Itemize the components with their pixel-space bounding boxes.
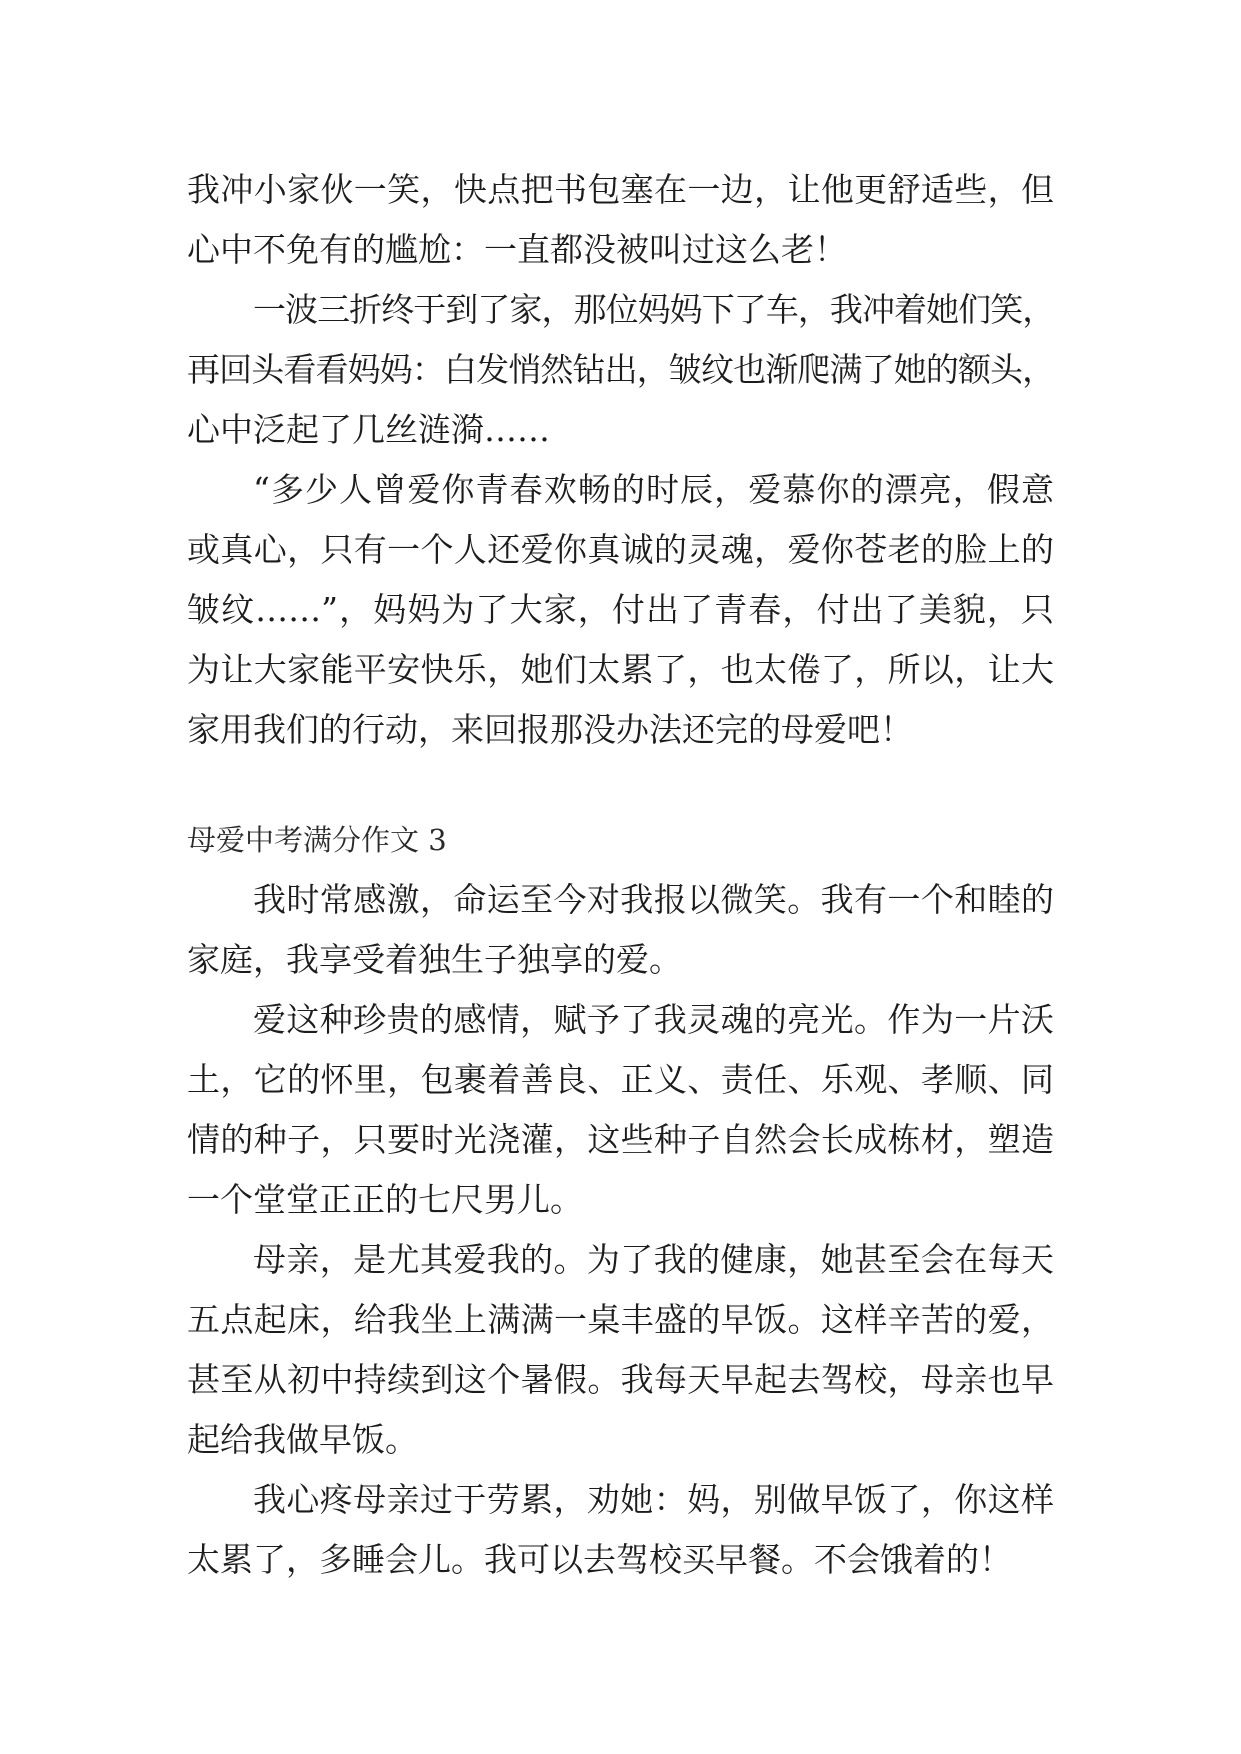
paragraph: [187, 460, 1054, 760]
paragraph: [187, 160, 1054, 280]
text-line: 或真心，只有一个人还爱你真诚的灵魂，爱你苍老的脸上的: [187, 530, 1054, 569]
text-line: 起给我做早饭。: [187, 1420, 418, 1459]
essay-body: [187, 870, 1054, 1590]
essay-continuation: [187, 160, 1054, 760]
text-line: 为让大家能平安快乐，她们太累了，也太倦了，所以，让大: [187, 650, 1054, 689]
text-line: 甚至从初中持续到这个暑假。我每天早起去驾校，母亲也早: [187, 1360, 1054, 1399]
text-line: 家庭，我享受着独生子独享的爱。: [187, 940, 682, 979]
text-line: 太累了，多睡会儿。我可以去驾校买早餐。不会饿着的！: [187, 1540, 1012, 1579]
text-line: 五点起床，给我坐上满满一桌丰盛的早饭。这样辛苦的爱，: [187, 1300, 1054, 1339]
text-line: 母亲，是尤其爱我的。为了我的健康，她甚至会在每天: [253, 1240, 1054, 1279]
paragraph: [187, 1230, 1054, 1470]
text-line: 我冲小家伙一笑，快点把书包塞在一边，让他更舒适些，但: [187, 170, 1054, 209]
text-line: 心中不免有的尴尬：一直都没被叫过这么老！: [187, 230, 847, 269]
text-line: 我时常感激，命运至今对我报以微笑。我有一个和睦的: [253, 880, 1054, 919]
paragraph: [187, 990, 1054, 1230]
text-line: 家用我们的行动，来回报那没办法还完的母爱吧！: [187, 710, 913, 749]
text-line: 再回头看看妈妈：白发悄然钻出，皱纹也渐爬满了她的额头，: [187, 350, 1054, 389]
text-line: 心中泛起了几丝涟漪……: [187, 410, 550, 449]
paragraph: [187, 280, 1054, 460]
text-line: 情的种子，只要时光浇灌，这些种子自然会长成栋材，塑造: [187, 1120, 1054, 1159]
text-line: 爱这种珍贵的感情，赋予了我灵魂的亮光。作为一片沃: [253, 1000, 1054, 1039]
text-line: 土，它的怀里，包裹着善良、正义、责任、乐观、孝顺、同: [187, 1060, 1054, 1099]
text-line: “多少人曾爱你青春欢畅的时辰，爱慕你的漂亮，假意: [253, 470, 1054, 509]
text-line: 一波三折终于到了家，那位妈妈下了车，我冲着她们笑，: [253, 290, 1054, 329]
text-line: 我心疼母亲过于劳累，劝她：妈，别做早饭了，你这样: [253, 1480, 1054, 1519]
text-line: 皱纹……”，妈妈为了大家，付出了青春，付出了美貌，只: [187, 590, 1054, 629]
paragraph: [187, 870, 1054, 990]
text-line: 一个堂堂正正的七尺男儿。: [187, 1180, 583, 1219]
paragraph: [187, 1470, 1054, 1590]
essay-title: 母爱中考满分作文 3: [187, 823, 447, 857]
